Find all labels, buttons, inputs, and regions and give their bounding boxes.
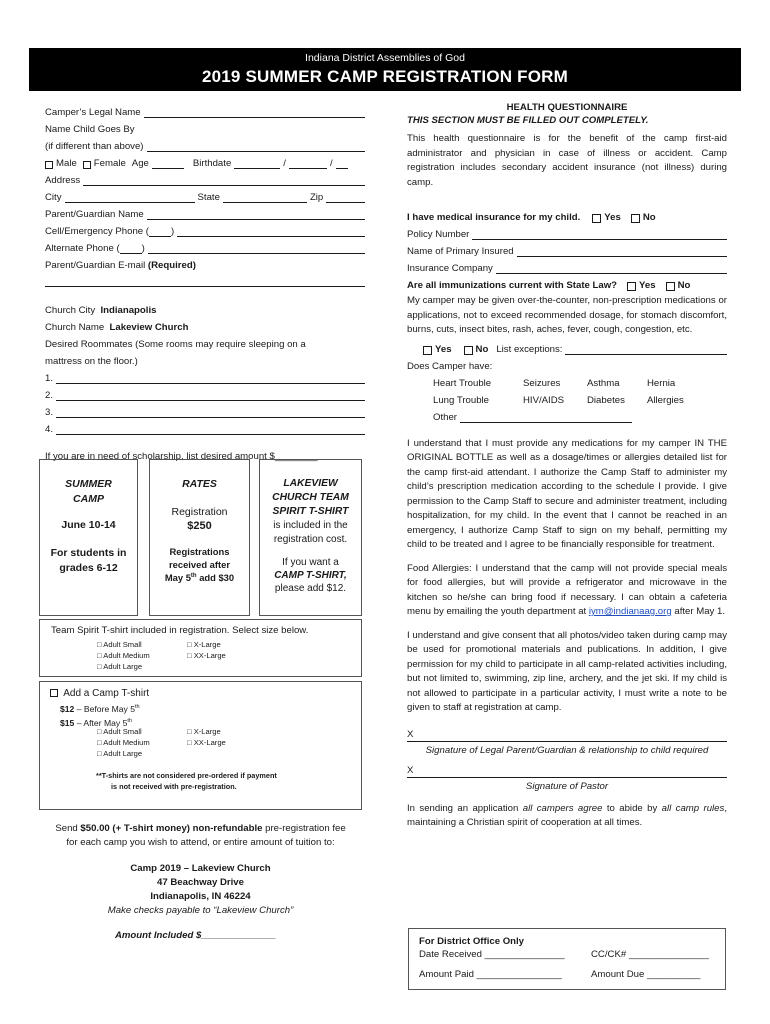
- no-label: No: [642, 212, 656, 223]
- amount-paid[interactable]: Amount Paid ________________: [419, 969, 562, 980]
- immunizations-question: Are all immunizations current with State Law?: [407, 280, 618, 291]
- medication-consent: I understand that I must provide any medications for my camper IN THE ORIGINAL BOTTLE as well as a dosage/times or allergies detailed list for the camp first-aid attendant. I authorize the Camp Staff to administer my child’s prescription medication according to the schedule I provide. I give permission to the Camp Staff to secure and administer treatment, including hospitalization, for my child. In the event that I cannot be reached in an emergency, I authorize Camp Staff to sign on my behalf, permitting my child to be treated and I agree to be financially responsible for treatment.: [407, 437, 727, 550]
- yes-label: Yes: [639, 280, 656, 291]
- late-line2: received after: [169, 559, 230, 570]
- church-name-row: [45, 316, 365, 333]
- size-option[interactable]: □ Adult Medium: [97, 651, 150, 660]
- immun-no-checkbox[interactable]: [666, 282, 675, 291]
- photo-consent: I understand and give consent that all photos/video taken during camp may be used for promotional materials and publications. In addition, I give permission for my child to participate in all camp-related activities including, but not limited to, swimming, zip line, archery, and the jet ski. If my child is not allowed to participate in a particular activity, I must write a note to be given to staff at registration at camp.: [407, 629, 727, 713]
- primary-insured-field[interactable]: [517, 247, 727, 257]
- add-shirt-label: Add a Camp T-shirt: [63, 688, 150, 699]
- roommate-1-field[interactable]: [56, 374, 365, 384]
- roommates-label: Desired Roommates (Some rooms may require sleeping on a: [45, 339, 306, 350]
- add-shirt-row: [50, 688, 149, 699]
- condition-asthma[interactable]: Asthma: [587, 377, 620, 389]
- if-different-row: [45, 135, 365, 152]
- state-field[interactable]: [223, 193, 307, 203]
- other-field[interactable]: [460, 413, 632, 423]
- birth-year-field[interactable]: [336, 159, 348, 169]
- cc-ck[interactable]: CC/CK# _______________: [591, 949, 709, 960]
- roommate-3-row: [45, 401, 365, 418]
- meds-yes-checkbox[interactable]: [423, 346, 432, 355]
- mail-addr1: Camp 2019 – Lakeview Church: [130, 863, 271, 874]
- birthdate-label: Birthdate: [192, 158, 232, 169]
- primary-insured-row: [407, 240, 727, 257]
- male-checkbox[interactable]: [45, 161, 53, 169]
- slash: /: [329, 158, 333, 169]
- size-option[interactable]: □ X-Large: [187, 640, 221, 649]
- age-field[interactable]: [152, 159, 184, 169]
- immunizations-row: [407, 274, 727, 291]
- alt-close: ): [141, 243, 145, 254]
- office-row-2: [419, 969, 715, 980]
- youth-email-link[interactable]: iym@indianaag.org: [588, 606, 672, 617]
- email-row: [45, 254, 365, 271]
- address-field[interactable]: [83, 176, 365, 186]
- camper-info-section: [45, 101, 365, 462]
- insurance-row: [407, 206, 727, 223]
- condition-diabetes[interactable]: Diabetes: [587, 394, 625, 406]
- want-line2: CAMP T-SHIRT,: [274, 570, 347, 581]
- add-shirt-checkbox[interactable]: [50, 689, 58, 697]
- male-label: Male: [56, 158, 77, 169]
- summer-title: SUMMER: [65, 478, 112, 490]
- form-title: 2019 SUMMER CAMP REGISTRATION FORM: [201, 67, 569, 86]
- org-name: Indiana District Assemblies of God: [305, 52, 465, 64]
- size-option[interactable]: □ Adult Small: [97, 727, 142, 736]
- birth-month-field[interactable]: [234, 159, 280, 169]
- size-option[interactable]: □ Adult Small: [97, 640, 142, 649]
- church-city-label: Church City: [45, 305, 96, 316]
- amount-due[interactable]: Amount Due __________: [591, 969, 701, 980]
- no-label: No: [475, 343, 489, 355]
- email-label: Parent/Guardian E-mail: [45, 260, 146, 271]
- roommates-row: [45, 333, 365, 350]
- insurance-yes-checkbox[interactable]: [592, 214, 601, 223]
- slash: /: [283, 158, 286, 169]
- header-banner: [29, 48, 741, 91]
- amount-included[interactable]: Amount Included $______________: [114, 930, 277, 941]
- pastor-signature-label: Signature of Pastor: [525, 780, 609, 792]
- city-field[interactable]: [65, 193, 195, 203]
- cell-close: ): [170, 226, 175, 237]
- gender-row: [45, 152, 365, 169]
- registration-label: Registration: [171, 506, 228, 518]
- cell-row: [45, 220, 365, 237]
- roommate-1-row: [45, 367, 365, 384]
- roommate-number: 2.: [45, 390, 54, 401]
- health-subtitle: THIS SECTION MUST BE FILLED OUT COMPLETELY.: [407, 115, 649, 126]
- cell-label: Cell/Emergency Phone (: [45, 226, 149, 237]
- parent-name-label: Parent/Guardian Name: [45, 209, 144, 220]
- church-city-row: [45, 299, 365, 316]
- want-line3: please add $12.: [274, 583, 347, 594]
- no-label: No: [677, 280, 691, 291]
- conditions-row-2: [407, 389, 727, 406]
- meds-consent-row: [407, 338, 727, 355]
- pastor-signature-line[interactable]: X: [407, 764, 727, 778]
- condition-hiv[interactable]: HIV/AIDS: [523, 394, 565, 406]
- health-title: HEALTH QUESTIONNAIRE: [506, 102, 628, 113]
- camp-info-boxes: [39, 459, 362, 616]
- condition-seizures[interactable]: Seizures: [523, 377, 561, 389]
- policy-row: [407, 223, 727, 240]
- goes-by-field[interactable]: [147, 142, 366, 152]
- health-intro: This health questionnaire is for the benefit of the camp first-aid administrator and physician in case of illness or accident. Camp registration includes secondary accident insurance (not illness) during camp.: [407, 133, 727, 188]
- email-field[interactable]: [45, 273, 365, 287]
- shirt-note: **T-shirts are not considered pre-ordered if payment is not received with pre-registration.: [96, 771, 277, 791]
- yes-label: Yes: [435, 343, 452, 355]
- roommate-number: 3.: [45, 407, 54, 418]
- send-line2: for each camp you wish to attend, or entire amount of tuition to:: [66, 837, 335, 848]
- late-sup: th: [190, 572, 197, 579]
- alt-phone-label: Alternate Phone (: [45, 243, 120, 254]
- size-option[interactable]: □ Adult Medium: [97, 738, 150, 747]
- condition-heart[interactable]: Heart Trouble: [433, 377, 492, 389]
- tshirt-sizes-col2: [187, 639, 226, 661]
- size-option[interactable]: □ X-Large: [187, 727, 221, 736]
- church-name-label: Church Name: [45, 322, 105, 333]
- parent-signature-label: Signature of Legal Parent/Guardian & relationship to child required: [425, 744, 709, 756]
- company-field[interactable]: [496, 264, 727, 274]
- company-label: Insurance Company: [407, 263, 493, 274]
- lakeview-box: [259, 459, 362, 616]
- church-name-value: Lakeview Church: [109, 322, 189, 333]
- female-label: Female: [93, 158, 126, 169]
- church-city-value: Indianapolis: [100, 305, 157, 316]
- goes-by-row: [45, 118, 365, 135]
- roommate-2-field[interactable]: [56, 391, 365, 401]
- date-received[interactable]: Date Received _______________: [419, 949, 565, 960]
- want-line1: If you want a: [282, 557, 339, 568]
- address-label: Address: [45, 175, 81, 186]
- exceptions-field[interactable]: [565, 345, 727, 355]
- meds-no-checkbox[interactable]: [464, 346, 473, 355]
- conditions-row-1: [407, 372, 727, 389]
- included-line2: registration cost.: [273, 534, 348, 545]
- summer-camp-box: [39, 459, 138, 616]
- alt-area-field[interactable]: [120, 244, 142, 254]
- send-line1: Send $50.00 (+ T-shirt money) non-refundable pre-registration fee: [55, 823, 346, 834]
- age-label: Age: [131, 158, 149, 169]
- primary-insured-label: Name of Primary Insured: [407, 246, 514, 257]
- tshirt-intro: Team Spirit T-shirt included in registration. Select size below.: [51, 625, 309, 636]
- tshirt-size-box: [39, 619, 362, 677]
- roommate-4-field[interactable]: [56, 425, 365, 435]
- legal-name-label: Camper’s Legal Name: [45, 107, 141, 118]
- immun-yes-checkbox[interactable]: [627, 282, 636, 291]
- other-label: Other: [433, 411, 457, 423]
- payment-section: [39, 822, 362, 943]
- goes-by-label: Name Child Goes By: [45, 124, 135, 135]
- condition-lung[interactable]: Lung Trouble: [433, 394, 490, 406]
- size-option[interactable]: □ Adult Large: [97, 662, 143, 671]
- email-required: (Required): [147, 260, 196, 271]
- exceptions-label: List exceptions:: [496, 343, 563, 355]
- mail-addr3: Indianapolis, IN 46224: [150, 891, 251, 902]
- roommate-number: 1.: [45, 373, 54, 384]
- rates-title: RATES: [182, 478, 217, 490]
- camp-sizes-col2: [187, 726, 226, 748]
- mail-addr2: 47 Beachway Drive: [157, 877, 244, 888]
- size-option[interactable]: □ XX-Large: [187, 738, 226, 747]
- late-date: May 5: [164, 572, 191, 583]
- health-section: [407, 101, 727, 831]
- yes-label: Yes: [604, 212, 621, 223]
- parent-name-row: [45, 203, 365, 220]
- lakeview-t3: SPIRIT T-SHIRT: [272, 506, 349, 517]
- late-fee: add $30: [196, 572, 235, 583]
- insurance-no-checkbox[interactable]: [631, 214, 640, 223]
- scholarship-label: If you are in need of scholarship, list desired amount $________: [45, 451, 318, 462]
- late-line3: [150, 572, 249, 583]
- office-use-box: [408, 928, 726, 990]
- zip-label: Zip: [309, 192, 324, 203]
- does-have-label: Does Camper have:: [407, 360, 493, 372]
- camp-tshirt-box: [39, 681, 362, 810]
- alt-phone-field[interactable]: [148, 244, 365, 254]
- shirt-prices: $12 – Before May 5th $15 – After May 5th: [60, 703, 140, 728]
- company-row: [407, 257, 727, 274]
- roommate-4-row: [45, 418, 365, 435]
- camp-title: CAMP: [73, 493, 104, 505]
- roommate-3-field[interactable]: [56, 408, 365, 418]
- office-title: For District Office Only: [419, 936, 525, 947]
- food-allergies: Food Allergies: I understand that the camp will not provide special meals for food allergies, but will provide a refrigerator and microwave in the kitchen so he/she can bring food if necessary. I can obtain a cafeteria menu by emailing the youth department at iym@indianaag.org after May 1.: [407, 562, 727, 617]
- roommates-note: mattress on the floor.): [45, 356, 138, 367]
- size-option[interactable]: □ XX-Large: [187, 651, 226, 660]
- if-different-label: (if different than above): [45, 141, 144, 152]
- condition-hernia[interactable]: Hernia: [647, 377, 676, 389]
- parent-signature-line[interactable]: X: [407, 728, 727, 742]
- rates-box: [149, 459, 250, 616]
- city-label: City: [45, 192, 62, 203]
- address-row: [45, 169, 365, 186]
- registration-price: $250: [187, 520, 212, 532]
- roommates-row-2: [45, 350, 365, 367]
- roommate-2-row: [45, 384, 365, 401]
- condition-allergies[interactable]: Allergies: [647, 394, 684, 406]
- parent-name-field[interactable]: [147, 210, 365, 220]
- legal-name-row: [45, 101, 365, 118]
- female-checkbox[interactable]: [83, 161, 91, 169]
- tshirt-sizes-col1: [97, 639, 150, 672]
- cell-field[interactable]: [177, 227, 365, 237]
- does-have-row: [407, 355, 727, 372]
- size-option[interactable]: □ Adult Large: [97, 749, 143, 758]
- meds-paragraph: My camper may be given over-the-counter, non-prescription medications or applications, not to exceed recommended dosage, for stomach discomfort, burns, cuts, insect bites, rash, aches, fever, cough, congestion, etc.: [407, 295, 727, 335]
- camp-dates: June 10-14: [61, 519, 116, 531]
- students-line1: For students in: [50, 547, 127, 559]
- camp-sizes-col1: [97, 726, 150, 759]
- office-row-1: [419, 949, 715, 960]
- included-line1: is included in the: [273, 520, 348, 531]
- state-label: State: [197, 192, 220, 203]
- payable-note: Make checks payable to “Lakeview Church”: [107, 905, 294, 916]
- legal-name-field[interactable]: [144, 108, 365, 118]
- policy-label: Policy Number: [407, 229, 470, 240]
- birth-day-field[interactable]: [289, 159, 327, 169]
- roommate-number: 4.: [45, 424, 54, 435]
- other-row: [407, 406, 727, 423]
- cell-area-field[interactable]: [149, 227, 171, 237]
- rules-agreement: In sending an application all campers agree to abide by all camp rules, maintaining a Christian spirit of cooperation at all times.: [407, 802, 727, 828]
- city-row: [45, 186, 365, 203]
- policy-field[interactable]: [472, 230, 727, 240]
- alt-phone-row: [45, 237, 365, 254]
- zip-field[interactable]: [326, 193, 365, 203]
- insurance-question: I have medical insurance for my child.: [407, 212, 581, 223]
- lakeview-t1: LAKEVIEW: [283, 478, 338, 489]
- late-line1: Registrations: [169, 546, 230, 557]
- lakeview-t2: CHURCH TEAM: [272, 492, 349, 503]
- students-line2: grades 6-12: [59, 562, 118, 574]
